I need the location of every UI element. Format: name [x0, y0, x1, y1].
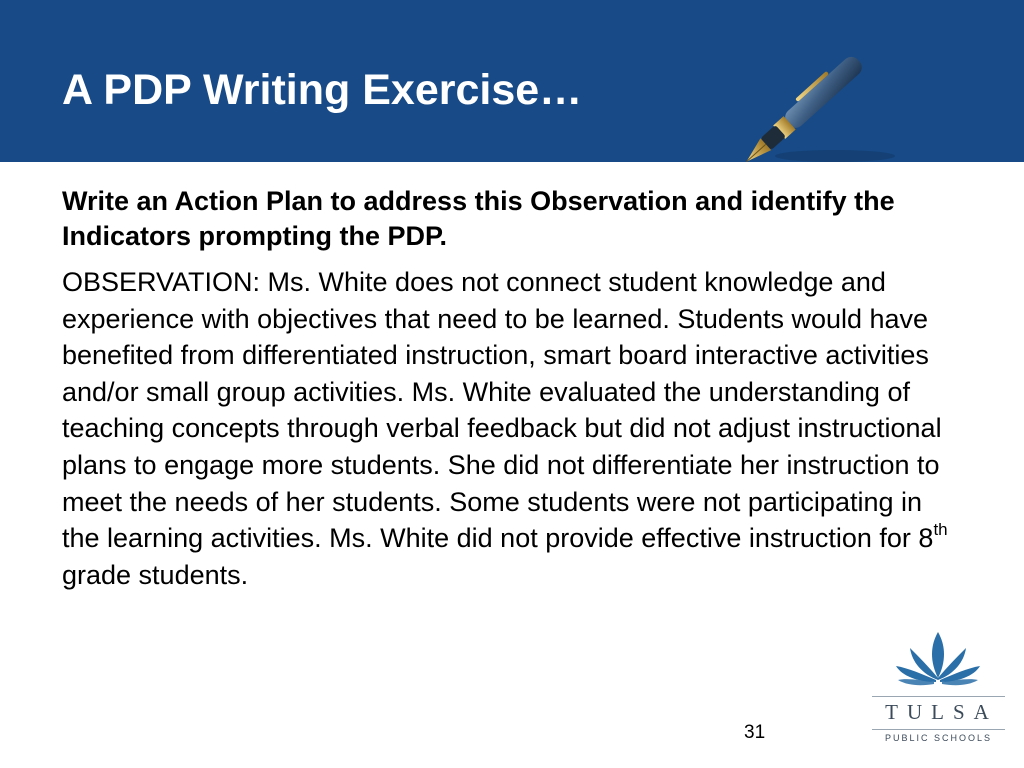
logo-subtitle: PUBLIC SCHOOLS: [884, 733, 993, 743]
slide-title: A PDP Writing Exercise…: [62, 66, 583, 114]
ordinal-superscript: th: [933, 520, 948, 540]
tulsa-public-schools-logo: [872, 626, 1007, 750]
logo-divider-bottom: [872, 729, 1005, 730]
observation-end: grade students.: [62, 559, 249, 590]
observation-paragraph: [62, 264, 952, 593]
logo-divider-top: [872, 696, 1005, 697]
fountain-pen-icon: [715, 38, 895, 188]
page-number: 31: [744, 722, 766, 743]
lotus-icon: [872, 626, 1005, 690]
slide-body: [62, 184, 952, 593]
exercise-prompt: Write an Action Plan to address this Observation and identify the Indicators prompting the PDP.: [62, 186, 895, 251]
logo-wordmark: TULSA: [885, 700, 998, 724]
observation-text: OBSERVATION: Ms. White does not connect student knowledge and experience with objectives that need to be learned. Students would have benefited from differentiated instruction, smart board interactive activities and/or small group activities. Ms. White evaluated the understanding of teaching concepts through verbal feedback but did not adjust instructional plans to engage more students. She did not differentiate her instruction to meet the needs of her students. Some students were not participating in the learning activities. Ms. White did not provide effective instruction for 8: [62, 267, 942, 554]
